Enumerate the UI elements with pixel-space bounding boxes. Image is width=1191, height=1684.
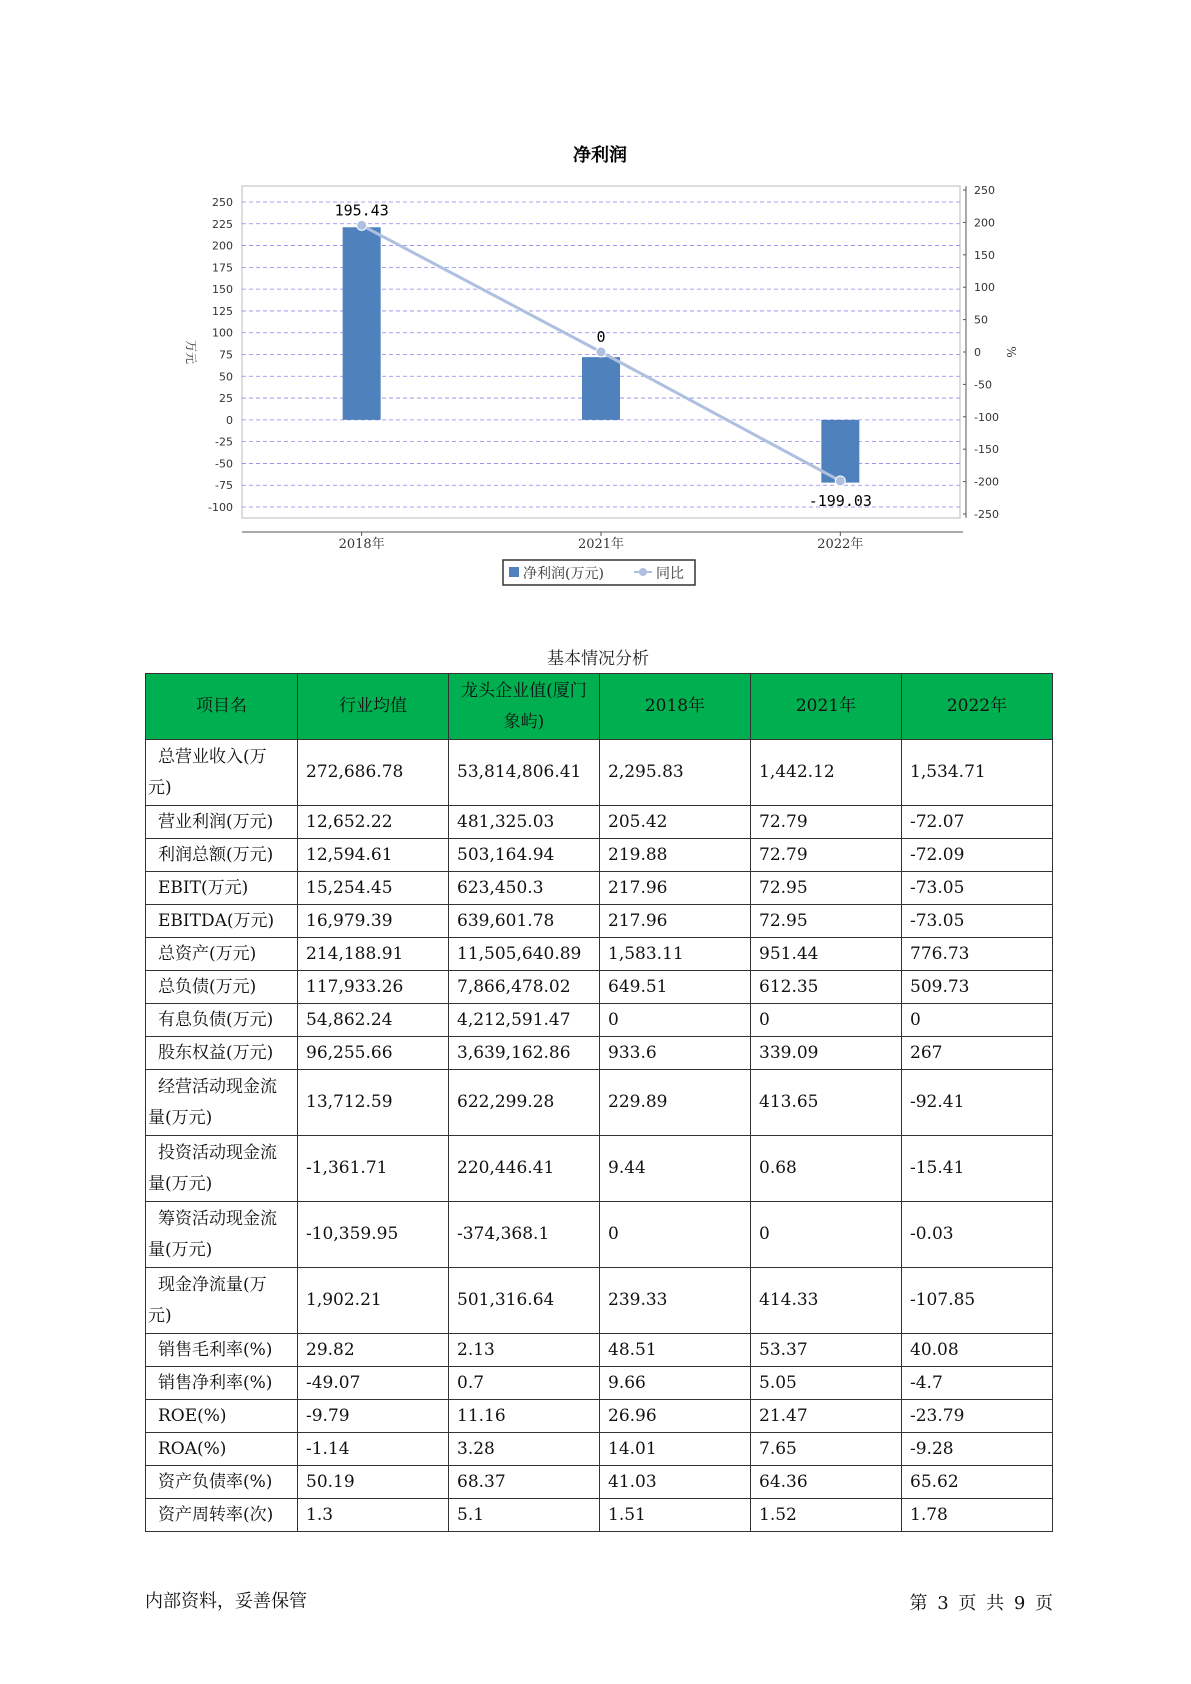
header-industry-avg: 行业均值: [298, 674, 449, 740]
table-cell: 612.35: [751, 971, 902, 1004]
table-cell: 65.62: [902, 1466, 1053, 1499]
table-cell: 53.37: [751, 1334, 902, 1367]
table-cell: 1.78: [902, 1499, 1053, 1532]
data-label: -199.03: [808, 491, 872, 510]
table-cell: 933.6: [600, 1037, 751, 1070]
table-row: [146, 1037, 1053, 1070]
table-cell: -374,368.1: [449, 1202, 600, 1268]
table-cell: 4,212,591.47: [449, 1004, 600, 1037]
table-cell: 0: [751, 1004, 902, 1037]
table-cell: 1.52: [751, 1499, 902, 1532]
row-label: 有息负债(万元): [146, 1004, 298, 1037]
y-tick-label: -50: [215, 457, 233, 471]
legend-bar-swatch: [509, 567, 519, 577]
table-header-row: [146, 674, 1053, 740]
row-label: 经营活动现金流量(万元): [146, 1070, 298, 1136]
table-row: [146, 1004, 1053, 1037]
table-cell: 72.95: [751, 905, 902, 938]
y-tick-label: 125: [212, 304, 233, 318]
table-cell: 214,188.91: [298, 938, 449, 971]
y2-tick-label: -50: [974, 378, 992, 392]
row-label: EBITDA(万元): [146, 905, 298, 938]
y2-tick-label: 0: [974, 346, 981, 359]
table-caption: 基本情况分析: [547, 649, 649, 669]
table-cell: 13,712.59: [298, 1070, 449, 1136]
table-row: [146, 872, 1053, 905]
y2-tick-label: 50: [974, 313, 988, 327]
y-axis-label: 万元: [184, 339, 198, 365]
y-tick-label: 225: [212, 217, 233, 231]
table-cell: 219.88: [600, 839, 751, 872]
row-label: 销售毛利率(%): [146, 1334, 298, 1367]
legend-item-net-profit: 净利润(万元): [523, 566, 604, 582]
table-cell: -72.09: [902, 839, 1053, 872]
table-cell: 9.44: [600, 1136, 751, 1202]
table-cell: 639,601.78: [449, 905, 600, 938]
table-cell: 11.16: [449, 1400, 600, 1433]
basic-analysis-table: [145, 673, 1053, 1532]
data-label: 195.43: [334, 201, 389, 220]
table-cell: 5.05: [751, 1367, 902, 1400]
row-label: 现金净流量(万元): [146, 1268, 298, 1334]
table-cell: 7.65: [751, 1433, 902, 1466]
table-cell: 229.89: [600, 1070, 751, 1136]
x-tick-label: 2021年: [577, 537, 625, 552]
table-cell: 509.73: [902, 971, 1053, 1004]
table-cell: 26.96: [600, 1400, 751, 1433]
table-cell: 239.33: [600, 1268, 751, 1334]
table-cell: 951.44: [751, 938, 902, 971]
row-label: 总资产(万元): [146, 938, 298, 971]
y2-tick-label: 250: [974, 184, 995, 197]
table-cell: -23.79: [902, 1400, 1053, 1433]
row-label: 利润总额(万元): [146, 839, 298, 872]
table-cell: 0.68: [751, 1136, 902, 1202]
row-label: 股东权益(万元): [146, 1037, 298, 1070]
table-cell: -4.7: [902, 1367, 1053, 1400]
yoy-point: [835, 476, 845, 486]
table-cell: 16,979.39: [298, 905, 449, 938]
y-tick-label: 75: [219, 348, 233, 362]
row-label: ROA(%): [146, 1433, 298, 1466]
table-cell: 1,583.11: [600, 938, 751, 971]
table-cell: 3,639,162.86: [449, 1037, 600, 1070]
table-row: [146, 1466, 1053, 1499]
y-tick-label: 25: [219, 392, 233, 406]
table-cell: 21.47: [751, 1400, 902, 1433]
bar-2018年: [343, 227, 381, 420]
table-cell: -73.05: [902, 872, 1053, 905]
plot-area: [208, 184, 999, 552]
table-cell: 54,862.24: [298, 1004, 449, 1037]
header-item-name: 项目名: [146, 674, 298, 740]
table-row: [146, 1499, 1053, 1532]
footer-confidential-note: 内部资料，妥善保管: [145, 1591, 307, 1612]
table-row: [146, 1400, 1053, 1433]
row-label: 资产周转率(次): [146, 1499, 298, 1532]
table-cell: 501,316.64: [449, 1268, 600, 1334]
y-tick-label: 250: [212, 196, 233, 209]
y-tick-label: 150: [212, 283, 233, 297]
header-leader-value: 龙头企业值(厦门象屿): [449, 674, 600, 740]
table-cell: -107.85: [902, 1268, 1053, 1334]
table-cell: 2,295.83: [600, 740, 751, 806]
y-tick-label: 100: [212, 326, 233, 340]
y-tick-label: 50: [219, 370, 233, 384]
yoy-point: [357, 220, 367, 230]
table-cell: 649.51: [600, 971, 751, 1004]
y-tick-label: -25: [215, 435, 233, 449]
row-label: 总负债(万元): [146, 971, 298, 1004]
y2-axis-label: %: [1004, 346, 1018, 358]
table-cell: 0: [600, 1202, 751, 1268]
table-cell: 339.09: [751, 1037, 902, 1070]
footer-page-number: 第 3 页 共 9 页: [909, 1593, 1053, 1614]
table-cell: 0: [751, 1202, 902, 1268]
row-label: 资产负债率(%): [146, 1466, 298, 1499]
table-row: [146, 740, 1053, 806]
y-tick-label: 0: [226, 413, 233, 427]
table-row: [146, 806, 1053, 839]
x-tick-label: 2018年: [338, 537, 385, 552]
table-cell: -0.03: [902, 1202, 1053, 1268]
y2-tick-label: 200: [974, 216, 995, 230]
table-cell: 5.1: [449, 1499, 600, 1532]
yoy-point: [596, 347, 606, 357]
table-cell: 11,505,640.89: [449, 938, 600, 971]
table-row: [146, 938, 1053, 971]
table-row: [146, 1268, 1053, 1334]
table-row: [146, 1433, 1053, 1466]
table-cell: 50.19: [298, 1466, 449, 1499]
table-cell: 7,866,478.02: [449, 971, 600, 1004]
y2-tick-label: 100: [974, 281, 995, 295]
table-cell: 503,164.94: [449, 839, 600, 872]
y2-tick-label: 150: [974, 248, 995, 262]
table-row: [146, 1202, 1053, 1268]
table-cell: 267: [902, 1037, 1053, 1070]
table-row: [146, 1367, 1053, 1400]
table-cell: -15.41: [902, 1136, 1053, 1202]
table-row: [146, 1334, 1053, 1367]
y-tick-label: 200: [212, 239, 233, 253]
table-cell: -49.07: [298, 1367, 449, 1400]
table-row: [146, 971, 1053, 1004]
table-cell: -10,359.95: [298, 1202, 449, 1268]
data-label: 0: [596, 328, 606, 346]
table-cell: 29.82: [298, 1334, 449, 1367]
table-cell: 272,686.78: [298, 740, 449, 806]
table-cell: 2.13: [449, 1334, 600, 1367]
table-cell: 414.33: [751, 1268, 902, 1334]
table-cell: 64.36: [751, 1466, 902, 1499]
bar-2021年: [582, 357, 620, 420]
row-label: 营业利润(万元): [146, 806, 298, 839]
table-cell: -1.14: [298, 1433, 449, 1466]
x-tick-label: 2022年: [817, 537, 864, 552]
table-cell: 481,325.03: [449, 806, 600, 839]
table-cell: 15,254.45: [298, 872, 449, 905]
table-cell: -92.41: [902, 1070, 1053, 1136]
table-cell: 217.96: [600, 905, 751, 938]
row-label: ROE(%): [146, 1400, 298, 1433]
table-cell: 1.51: [600, 1499, 751, 1532]
legend-line-marker: [639, 568, 647, 576]
table-cell: 117,933.26: [298, 971, 449, 1004]
table-cell: 53,814,806.41: [449, 740, 600, 806]
table-cell: 72.95: [751, 872, 902, 905]
table-cell: 12,594.61: [298, 839, 449, 872]
table-cell: -73.05: [902, 905, 1053, 938]
table-cell: 217.96: [600, 872, 751, 905]
chart-title: 净利润: [573, 145, 627, 166]
header-2018: 2018年: [600, 674, 751, 740]
header-2022: 2022年: [902, 674, 1053, 740]
row-label: 销售净利率(%): [146, 1367, 298, 1400]
y-tick-label: -75: [215, 479, 233, 493]
row-label: 总营业收入(万元): [146, 740, 298, 806]
table-cell: 1,442.12: [751, 740, 902, 806]
table-cell: -9.28: [902, 1433, 1053, 1466]
table-cell: 413.65: [751, 1070, 902, 1136]
table-row: [146, 839, 1053, 872]
y2-tick-label: -200: [974, 475, 999, 489]
y-tick-label: 175: [212, 261, 233, 275]
y2-tick-label: -100: [974, 410, 999, 424]
table-cell: 12,652.22: [298, 806, 449, 839]
y2-tick-label: -250: [974, 508, 999, 521]
table-cell: 205.42: [600, 806, 751, 839]
table-cell: 14.01: [600, 1433, 751, 1466]
table-cell: 622,299.28: [449, 1070, 600, 1136]
table-cell: 0: [902, 1004, 1053, 1037]
row-label: 筹资活动现金流量(万元): [146, 1202, 298, 1268]
table-cell: 72.79: [751, 806, 902, 839]
legend-item-yoy: 同比: [656, 566, 684, 582]
table-cell: 9.66: [600, 1367, 751, 1400]
y2-tick-label: -150: [974, 443, 999, 457]
table-cell: 776.73: [902, 938, 1053, 971]
table-cell: 41.03: [600, 1466, 751, 1499]
table-cell: 1,534.71: [902, 740, 1053, 806]
table-cell: 1.3: [298, 1499, 449, 1532]
table-cell: 72.79: [751, 839, 902, 872]
chart-legend: [503, 560, 695, 585]
y-tick-label: -100: [208, 501, 233, 514]
table-cell: -72.07: [902, 806, 1053, 839]
table-cell: 1,902.21: [298, 1268, 449, 1334]
table-cell: 48.51: [600, 1334, 751, 1367]
table-cell: 220,446.41: [449, 1136, 600, 1202]
table-row: [146, 1136, 1053, 1202]
row-label: EBIT(万元): [146, 872, 298, 905]
row-label: 投资活动现金流量(万元): [146, 1136, 298, 1202]
table-cell: 68.37: [449, 1466, 600, 1499]
table-cell: -1,361.71: [298, 1136, 449, 1202]
table-cell: 96,255.66: [298, 1037, 449, 1070]
net-profit-chart: [0, 0, 1191, 620]
table-cell: 40.08: [902, 1334, 1053, 1367]
table-cell: 0.7: [449, 1367, 600, 1400]
table-cell: 3.28: [449, 1433, 600, 1466]
table-cell: -9.79: [298, 1400, 449, 1433]
table-cell: 0: [600, 1004, 751, 1037]
table-row: [146, 1070, 1053, 1136]
table-cell: 623,450.3: [449, 872, 600, 905]
table-row: [146, 905, 1053, 938]
header-2021: 2021年: [751, 674, 902, 740]
